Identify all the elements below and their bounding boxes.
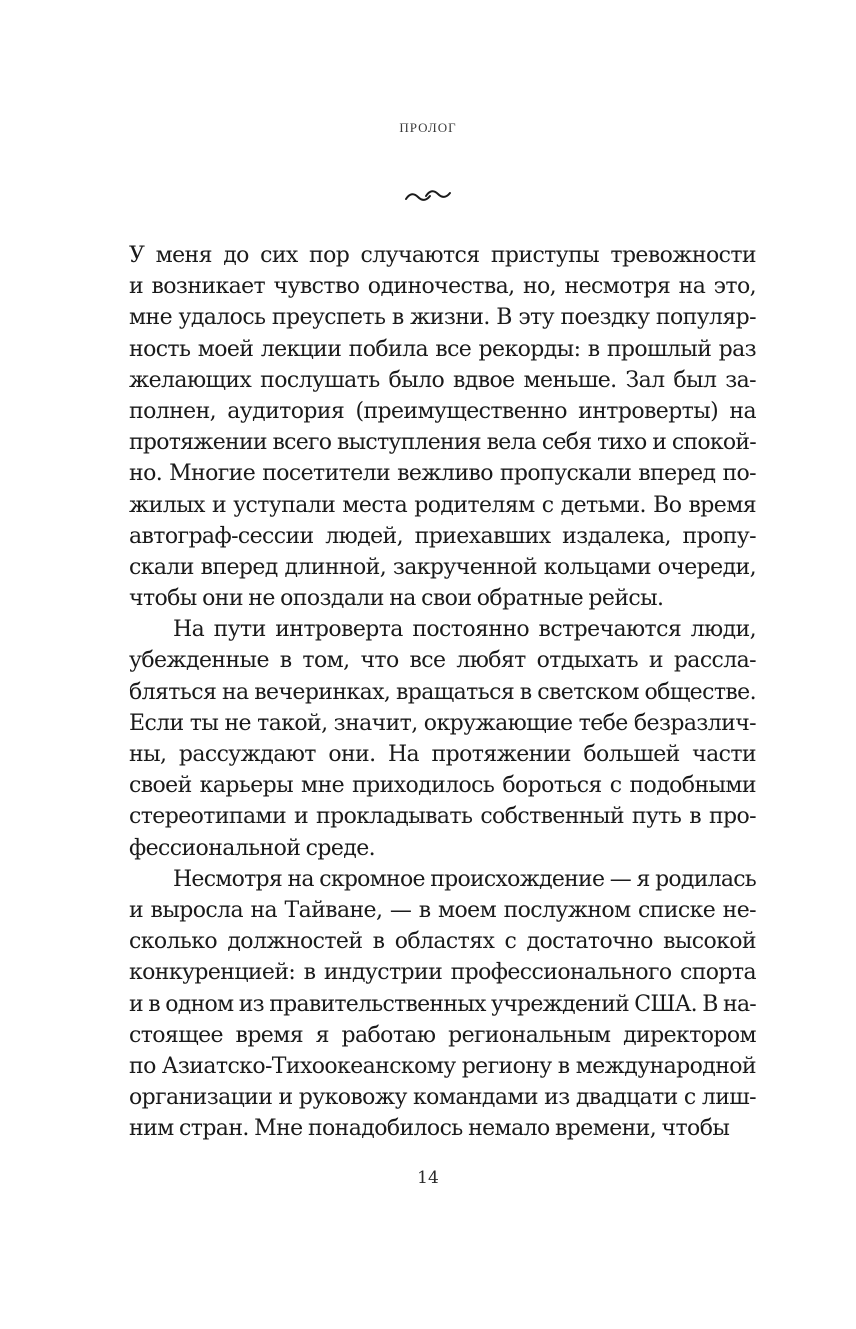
- text-line: и в одном из правительственных учреждений США. В на-: [129, 991, 756, 1017]
- text-line: протяжении всего выступления вела себя тихо и спокой-: [129, 430, 756, 456]
- text-line: стоящее время я работаю региональным директором: [129, 1022, 756, 1048]
- text-line: автограф-сессии людей, приехавших издалека, пропу-: [129, 523, 756, 549]
- text-line: бляться на вечеринках, вращаться в светском обществе.: [129, 679, 756, 705]
- text-line: и возникает чувство одиночества, но, несмотря на это,: [129, 274, 756, 300]
- paragraph: [129, 240, 756, 614]
- tilde-flourish-icon: [400, 186, 456, 206]
- text-line: На пути интроверта постоянно встречаются люди,: [173, 617, 756, 643]
- text-line: конкуренцией: в индустрии профессионального спорта: [129, 960, 756, 986]
- text-line: организации и руковожу командами из двадцати с лиш-: [129, 1085, 756, 1111]
- page-number: 14: [417, 1168, 439, 1188]
- text-line: У меня до сих пор случаются приступы тревожности: [129, 243, 756, 268]
- body-text: [129, 240, 756, 1144]
- text-line: желающих послушать было вдвое меньше. Зал был за-: [129, 367, 756, 393]
- paragraph: [129, 864, 756, 1145]
- text-line: сколько должностей в областях с достаточно высокой: [129, 929, 756, 955]
- text-line: полнен, аудитория (преимущественно интроверты) на: [129, 398, 756, 424]
- text-line: но. Многие посетители вежливо пропускали вперед по-: [129, 461, 756, 487]
- running-header: ПРОЛОГ: [399, 120, 457, 135]
- text-line: фессиональной среде.: [129, 835, 376, 861]
- text-line: Если ты не такой, значит, окружающие тебе безразлич-: [129, 710, 756, 736]
- text-line: ним стран. Мне понадобилось немало времени, чтобы: [129, 1116, 730, 1142]
- text-line: и выросла на Тайване, — в моем послужном списке не-: [129, 897, 756, 923]
- text-line: мне удалось преуспеть в жизни. В эту поездку популяр-: [129, 305, 756, 331]
- text-line: убежденные в том, что все любят отдыхать и рассла-: [129, 648, 756, 674]
- text-line: Несмотря на скромное происхождение — я родилась: [173, 866, 756, 892]
- text-line: чтобы они не опоздали на свои обратные рейсы.: [129, 586, 664, 612]
- text-line: своей карьеры мне приходилось бороться с подобными: [129, 773, 756, 799]
- text-line: ность моей лекции побила все рекорды: в прошлый раз: [129, 336, 756, 362]
- text-line: ны, рассуждают они. На протяжении большей части: [129, 742, 756, 767]
- text-line: скали вперед длинной, закрученной кольцами очереди,: [129, 554, 756, 580]
- text-line: жилых и уступали места родителям с детьми. Во время: [129, 492, 756, 518]
- paragraph: [129, 614, 756, 864]
- text-line: стереотипами и прокладывать собственный путь в про-: [129, 804, 756, 830]
- text-line: по Азиатско-Тихоокеанскому региону в международной: [129, 1053, 756, 1079]
